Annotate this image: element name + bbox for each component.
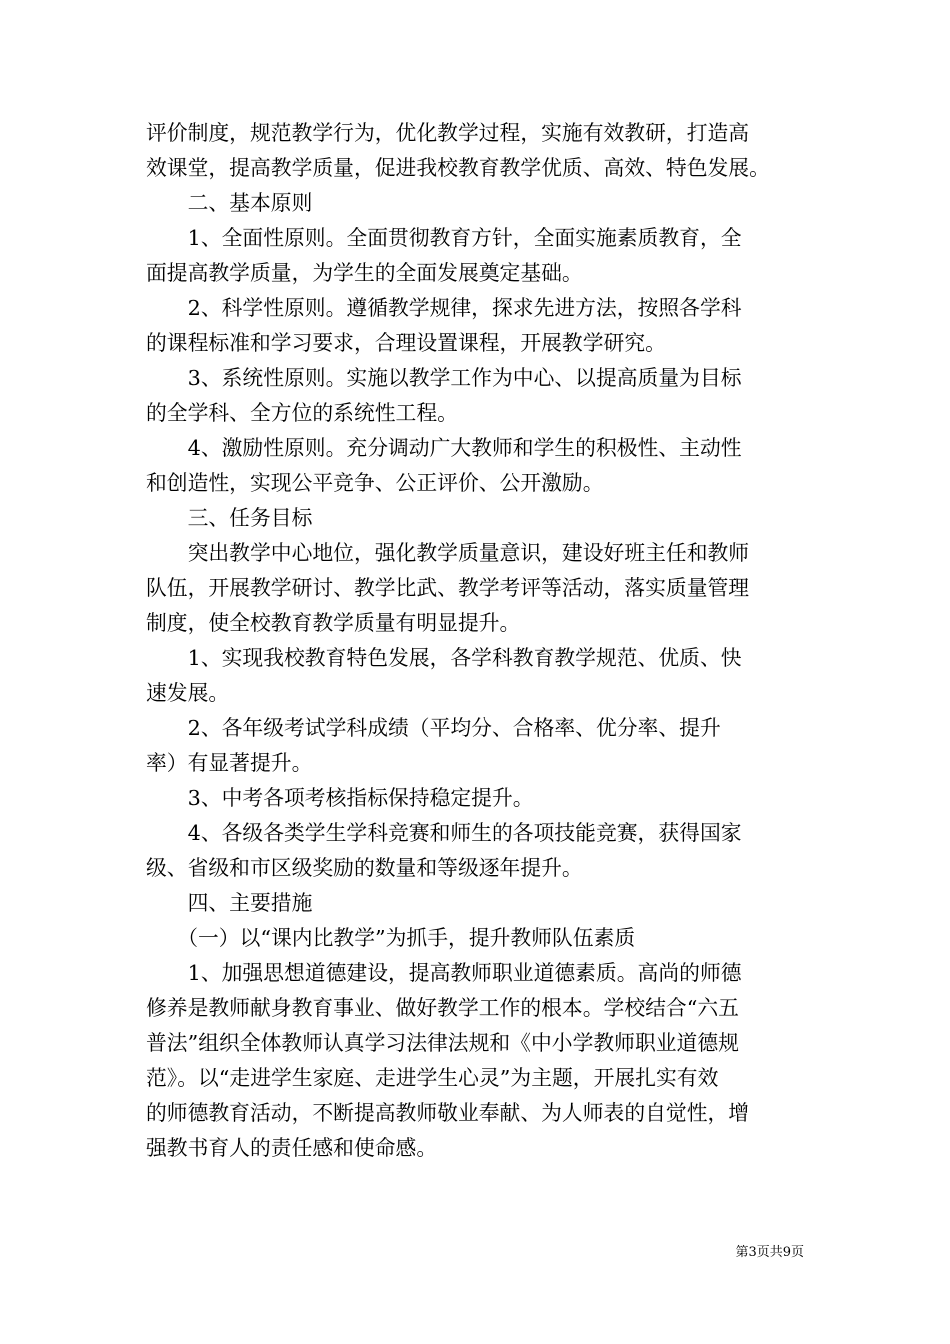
text-line: 的课程标准和学习要求，合理设置课程，开展教学研究。 xyxy=(146,331,666,355)
text-line: 3、系统性原则。实施以教学工作为中心、以提高质量为目标 xyxy=(146,366,742,390)
text-line: 4、各级各类学生学科竞赛和师生的各项技能竞赛，获得国家 xyxy=(146,821,742,845)
section-heading: 三、任务目标 xyxy=(146,506,313,530)
text-line: 的全学科、全方位的系统性工程。 xyxy=(146,401,458,425)
text-line: 强教书育人的责任感和使命感。 xyxy=(146,1136,438,1160)
text-line: 4、激励性原则。充分调动广大教师和学生的积极性、主动性 xyxy=(146,436,742,460)
text-line: 1、全面性原则。全面贯彻教育方针，全面实施素质教育，全 xyxy=(146,226,742,250)
document-body xyxy=(146,116,810,1166)
text-line: 突出教学中心地位，强化教学质量意识，建设好班主任和教师 xyxy=(146,541,750,565)
text-line: 2、各年级考试学科成绩（平均分、合格率、优分率、提升 xyxy=(146,716,721,740)
text-line: 2、科学性原则。遵循教学规律，探求先进方法，按照各学科 xyxy=(146,296,742,320)
text-line: 队伍，开展教学研讨、教学比武、教学考评等活动，落实质量管理 xyxy=(146,576,750,600)
subsection-heading: （一）以“课内比教学”为抓手，提升教师队伍素质 xyxy=(146,926,636,950)
text-line: 普法”组织全体教师认真学习法律法规和《中小学教师职业道德规 xyxy=(146,1031,739,1055)
section-heading: 四、主要措施 xyxy=(146,891,313,915)
text-line: 率）有显著提升。 xyxy=(146,751,313,775)
text-line: 制度，使全校教育教学质量有明显提升。 xyxy=(146,611,521,635)
section-heading: 二、基本原则 xyxy=(146,191,313,215)
text-line: 的师德教育活动，不断提高教师敬业奉献、为人师表的自觉性，增 xyxy=(146,1101,750,1125)
text-line: 级、省级和市区级奖励的数量和等级逐年提升。 xyxy=(146,856,583,880)
text-line: 速发展。 xyxy=(146,681,230,705)
text-line: 修养是教师献身教育事业、做好教学工作的根本。学校结合“六五 xyxy=(146,996,739,1020)
text-line: 评价制度，规范教学行为，优化教学过程，实施有效教研，打造高 xyxy=(146,121,750,145)
text-line: 面提高教学质量，为学生的全面发展奠定基础。 xyxy=(146,261,583,285)
text-line: 效课堂，提高教学质量，促进我校教育教学优质、高效、特色发展。 xyxy=(146,156,770,180)
text-line: 3、中考各项考核指标保持稳定提升。 xyxy=(146,786,534,810)
text-line: 范》。以“走进学生家庭、走进学生心灵”为主题，开展扎实有效 xyxy=(146,1066,719,1090)
text-line: 1、实现我校教育特色发展，各学科教育教学规范、优质、快 xyxy=(146,646,742,670)
page-number: 第3页共9页 xyxy=(735,1245,804,1260)
text-line: 和创造性，实现公平竞争、公正评价、公开激励。 xyxy=(146,471,604,495)
text-line: 1、加强思想道德建设，提高教师职业道德素质。高尚的师德 xyxy=(146,961,742,985)
